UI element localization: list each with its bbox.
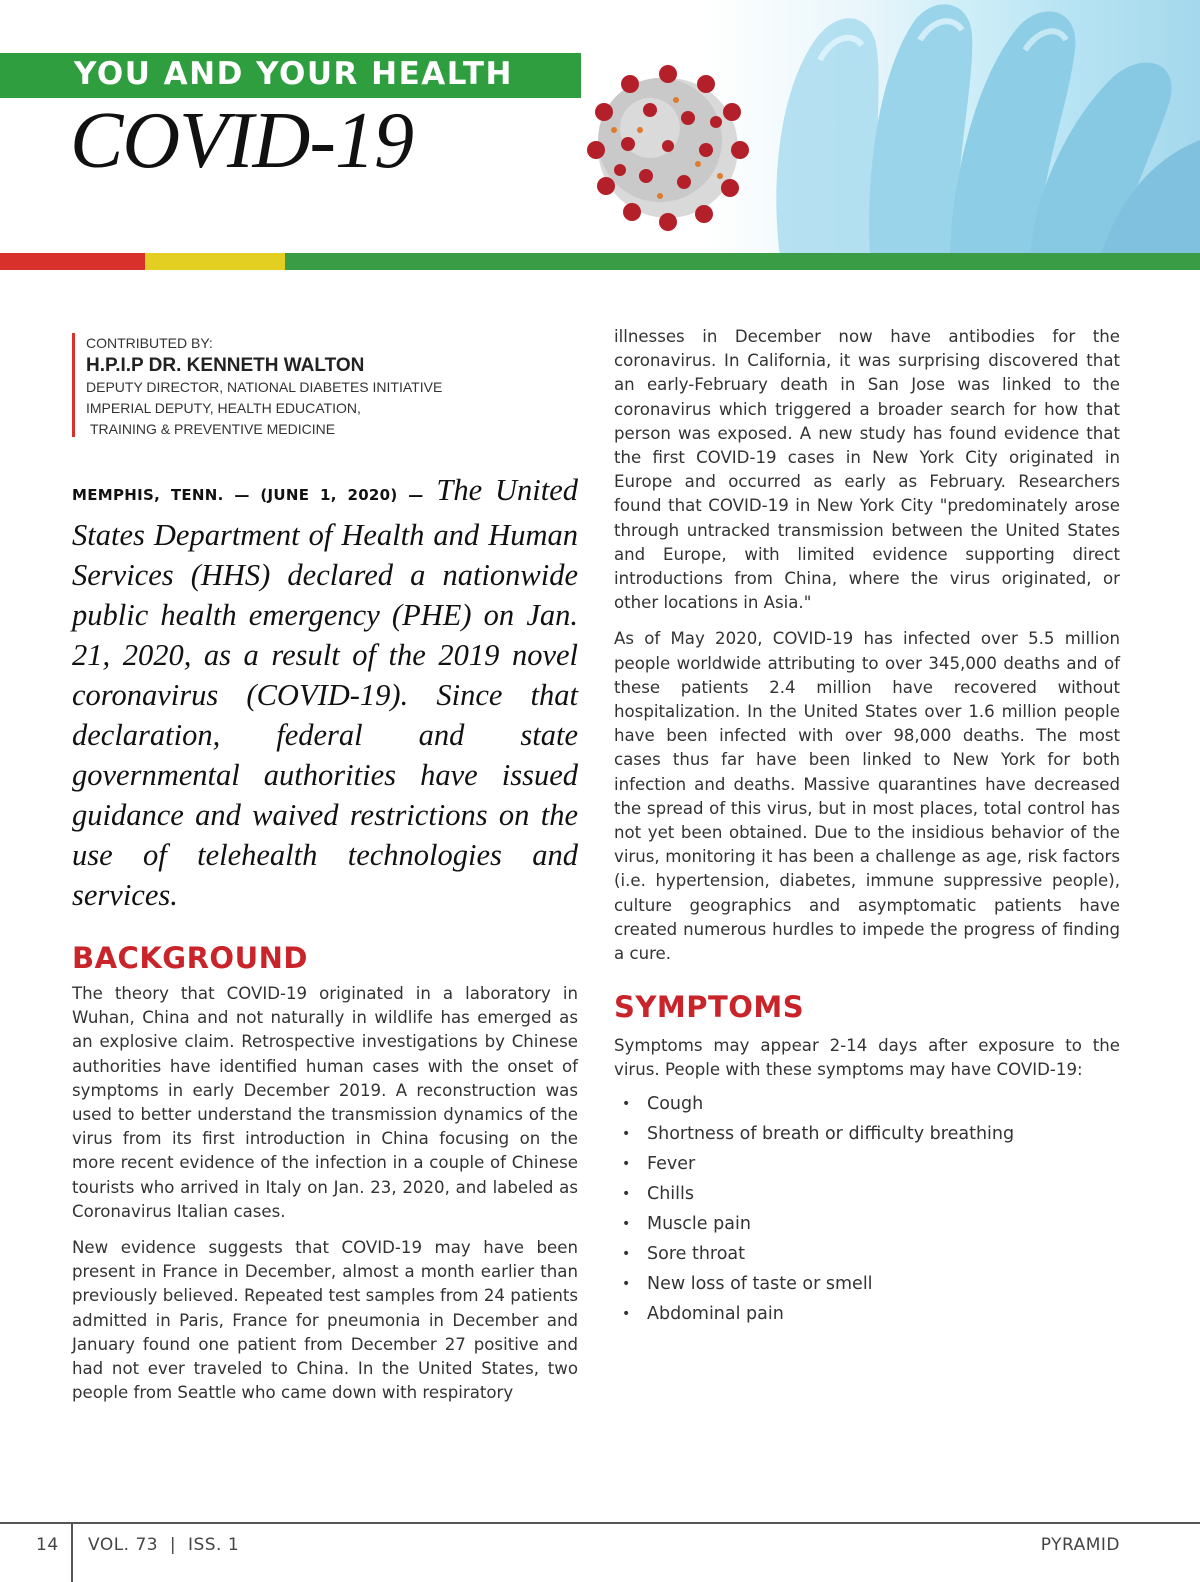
- accent-stripe-red: [0, 253, 145, 270]
- right-column: [614, 325, 1120, 1329]
- body-paragraph: New evidence suggests that COVID-19 may have been present in France in December, almost a month earlier than previously believed. Repeated test samples from 24 patients admitted in Paris, France for pneumonia in December and January found one patient from December 27 positive and had not ever traveled to China. In the United States, two people from Seattle who came down with respiratory: [72, 1238, 578, 1403]
- contributor-block: [72, 333, 442, 437]
- symptoms-intro: Symptoms may appear 2-14 days after exposure to the virus. People with these symptoms may have COVID-19:: [614, 1036, 1120, 1080]
- contributor-label: CONTRIBUTED BY:: [86, 335, 213, 351]
- issue-info: VOL. 73 | ISS. 1: [88, 1535, 240, 1555]
- contributor-role: DEPUTY DIRECTOR, NATIONAL DIABETES INITIATIVE: [86, 379, 443, 395]
- accent-stripe-yellow: [145, 253, 285, 270]
- lead-paragraph: [72, 470, 578, 915]
- lead-text: The United States Department of Health and Human Services (HHS) declared a nationwide public health emergency (PHE) on Jan. 21, 2020, as a result of the 2019 novel coronavirus (COVID-19). Since that declaration, federal and state governmental authorities have issued guidance and waived restrictions on the use of telehealth technologies and services.: [72, 473, 579, 912]
- body-paragraph: As of May 2020, COVID-19 has infected over 5.5 million people worldwide attributing to over 345,000 deaths and of these patients 2.4 million have recovered without hospitalization. In the United States over 1.6 million people have been infected with over 98,000 deaths. The most cases thus far have been linked to New York for both infection and deaths. Massive quarantines have decreased the spread of this virus, but in most places, total control has not yet been obtained. Due to the insidious behavior of the virus, monitoring it has been a challenge as age, risk factors (i.e. hypertension, diabetes, immune suppressive people), culture geographics and asymptomatic patients have created numerous hurdles to impede the progress of finding a cure.: [614, 629, 1120, 964]
- background-heading: BACKGROUND: [72, 941, 308, 975]
- accent-stripe-green: [285, 253, 1200, 270]
- header-illustration: [580, 0, 1200, 256]
- footer-rule: [0, 1522, 1200, 1524]
- symptoms-list: [614, 1089, 1120, 1329]
- left-column: [72, 470, 578, 1405]
- list-item: • Sore throat: [614, 1239, 1120, 1269]
- section-label: YOU AND YOUR HEALTH: [74, 56, 513, 92]
- symptoms-heading: SYMPTOMS: [614, 990, 805, 1025]
- list-item: • New loss of taste or smell: [614, 1269, 1120, 1299]
- dateline: MEMPHIS, TENN. — (JUNE 1, 2020) —: [72, 486, 424, 504]
- footer-divider: [71, 1522, 73, 1582]
- list-item: • Shortness of breath or difficulty breathing: [614, 1119, 1120, 1149]
- coronavirus-icon: [587, 65, 749, 231]
- list-item: • Chills: [614, 1179, 1120, 1209]
- list-item: • Cough: [614, 1089, 1120, 1119]
- publication-name: PYRAMID: [1040, 1535, 1120, 1555]
- gloved-hand-illustration: [580, 0, 1200, 256]
- contributor-name: H.P.I.P DR. KENNETH WALTON: [86, 355, 365, 376]
- list-item: • Fever: [614, 1149, 1120, 1179]
- contributor-role: IMPERIAL DEPUTY, HEALTH EDUCATION,: [86, 400, 361, 416]
- page-number: 14: [36, 1535, 59, 1555]
- list-item: • Abdominal pain: [614, 1299, 1120, 1329]
- list-item: • Muscle pain: [614, 1209, 1120, 1239]
- page-title: COVID-19: [70, 97, 414, 185]
- body-paragraph: The theory that COVID-19 originated in a laboratory in Wuhan, China and not naturally in wildlife has emerged as an explosive claim. Retrospective investigations by Chinese authorities have identified human cases with the onset of symptoms in early December 2019. A reconstruction was used to better understand the transmission dynamics of the virus from its first introduction in China focusing on the more recent evidence of the infection in a couple of Chinese tourists who arrived in Italy on Jan. 23, 2020, and labeled as Coronavirus Italian cases.: [72, 984, 578, 1221]
- body-paragraph: illnesses in December now have antibodies for the coronavirus. In California, it was surprising discovered that an early-February death in San Jose was linked to the coronavirus which triggered a broader search for how that person was exposed. A new study has found evidence that the first COVID-19 cases in New York City originated in Europe and occurred as early as February. Researchers found that COVID-19 in New York City "predominately arose through untracked transmission between the United States and Europe, with limited evidence supporting direct introductions from China, where the virus originated, or other locations in Asia.": [614, 327, 1120, 613]
- contributor-role: TRAINING & PREVENTIVE MEDICINE: [90, 421, 336, 437]
